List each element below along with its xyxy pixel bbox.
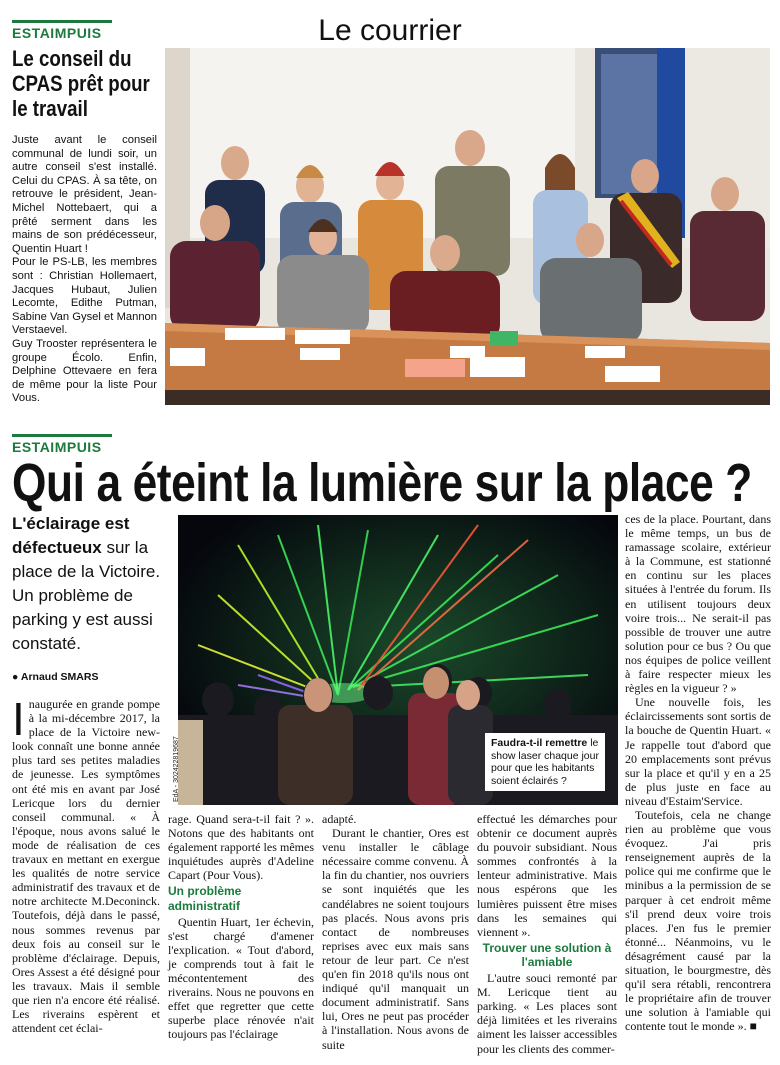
article2-photo-credit: EdA - 302422819687 [173,736,180,802]
article1-paragraph: Pour le PS-LB, les membres sont : Christian Hollemaert, Jacques Hubaut, Julien Lecomte, Edithe Putman, Sabine Van Gysel et Mannon Verstaevel. [12,256,157,337]
article2-lede [12,512,172,656]
caption-bold: Faudra-t-il remettre [491,737,588,749]
article2-headline: Qui a éteint la lumière sur la place ? [12,453,752,513]
article2-paragraph: naugurée en grande pompe à la mi-décembre 2017, la place de la Victoire new-look connaît une bonne année plus tard ses petites maladies de jeunesse. Les symptômes ont été mis en avant par José Lericque lors du dernier conseil communal. « À l'époque, nous avons salué le mode de réalisation de ces travaux en mettant en exergue les qualités de notre service administratif des travaux et de notre architecte M.Deconinck. Toutefois, déjà dans le passé, nous sommes revenus par deux fois au conseil sur le problème d'éclairage. Depuis, Ores Assest a été désigné pour les travaux. Mais il semble que rien n'a encore été réalisé. Les riverains espèrent et attendent cet éclai- [12,697,160,1036]
article2-paragraph: Une nouvelle fois, les éclaircissements sont sortis de la bouche de Quentin Huart. « Je rappelle tout d'abord que 20 emplacements sont prévus sur la place et qu'il y en a 25 de plus juste en face au niveau d'Estaim'Service. [625,695,771,808]
article2-paragraph: Toutefois, cela ne change rien au problème que vous évoquez. J'ai pris renseignement auprès de la police qui me confirme que le minibus a la permission de se parquer à cet endroit même s'il prend deux voire trois places. J'en fus le premier étonné... Néanmoins, vu le désagrément causé par la situation, le bourgmestre, dès qu'il sera rétabli, rencontrera le propriétaire afin de trouver une solution à l'amiable qui contente tout le monde ». ■ [625,807,771,1034]
article2-paragraph: Durant le chantier, Ores est venu installer le câblage nécessaire comme convenu. À la fin du chantier, nos ouvriers se sont inquiétés que les candélabres ne soient toujours pas placés. Nous avons pris contact de nombreuses reprises avec eux mais sans retour de leur part. Ce n'est qu'en fin 2018 qu'ils nous ont indiqué qu'il manquait un document administratif. Sans lui, Ores ne peut pas procéder à l'installation. Nous avons de suite [322,826,469,1052]
article2-column-2 [168,812,314,1042]
byline-bullet: ● [12,671,19,683]
article2-paragraph: L'autre souci remonté par M. Lericque tient au parking. « Les places sont déjà limitées et les riverains aiment les laisser accessibles pour les clients des commer- [477,971,617,1056]
article2-column-1 [12,693,160,1036]
article1-paragraph: Juste avant le conseil communal de lundi soir, un autre conseil s'est installé. Celui du CPAS. À sa tête, on retrouve le président, Jean-Michel Nottebaert, qui a prêté serment dans les mains de son prédécesseur, Quentin Huart ! [12,134,157,255]
caption-rest: le show laser chaque jour pour que les habitants soient éclairés ? [491,737,599,787]
article2-kicker: ESTAIMPUIS [12,434,112,455]
article2-byline [12,671,98,683]
article1-photo-credit: EdA - 409210295922 [158,336,165,402]
subheading-amiable: Trouver une solution à l'amiable [482,940,612,969]
article2-paragraph: rage. Quand sera-t-il fait ? ». Notons que des habitants ont également rapporté les mêmes inquiétudes auprès d'Adeline Capart (Pour Vous). [168,812,314,883]
newspaper-name: Le courrier [318,14,462,47]
article2-paragraph: ces de la place. Pourtant, dans le même temps, un bus de ramassage scolaire, extérieur à la Commune, est stationné en continu sur les places situées à l'entrée du forum. Ils en utilisent toujours deux voire trois... Ne serait-il pas possible de trouver une autre solution pour ce bus ? Ou que nos équipes de police veillent à faire respecter mieux les règles en la vigueur ? » [625,512,771,696]
article2-paragraph: effectué les démarches pour obtenir ce document auprès du pouvoir subsidiant. Nous sommes confrontés à la lenteur administrative. Mais nous espérons que les lumières puissent être mises dans les semaines qui viennent ». [477,812,617,939]
article2-paragraph: adapté. [322,812,357,826]
subheading-administrative: Un problème administratif [168,884,242,913]
council-group-photo [165,48,770,405]
article2-column-5 [625,512,771,1033]
article2-lede-rest: sur la place de la Victoire. Un problème de parking y est aussi constaté. [12,538,161,653]
article1-body [12,134,157,406]
photo-caption [485,733,605,791]
article2-lede-bold: L'éclairage est défectueux [12,514,130,557]
article1-kicker: ESTAIMPUIS [12,20,112,41]
article1-photo [165,48,770,405]
article1-paragraph: Guy Trooster représentera le groupe Écolo. Enfin, Delphine Ottevaere en fera de même pour la liste Pour Vous. [12,337,157,405]
article2-paragraph: Quentin Huart, 1er échevin, s'est chargé d'amener l'explication. « Tout d'abord, je comprends tout à fait le mécontentement des riverains. Nous ne pouvons en effet que regretter que cette superbe place rénovée n'ait toujours pas l'éclairage [168,914,314,1042]
article2-column-4 [477,812,617,1056]
byline-author: Arnaud SMARS [20,671,99,683]
article2-column-3 [322,812,469,1052]
article1-headline: Le conseil du CPAS prêt pour le travail [12,46,150,121]
drop-cap: I [12,693,25,745]
